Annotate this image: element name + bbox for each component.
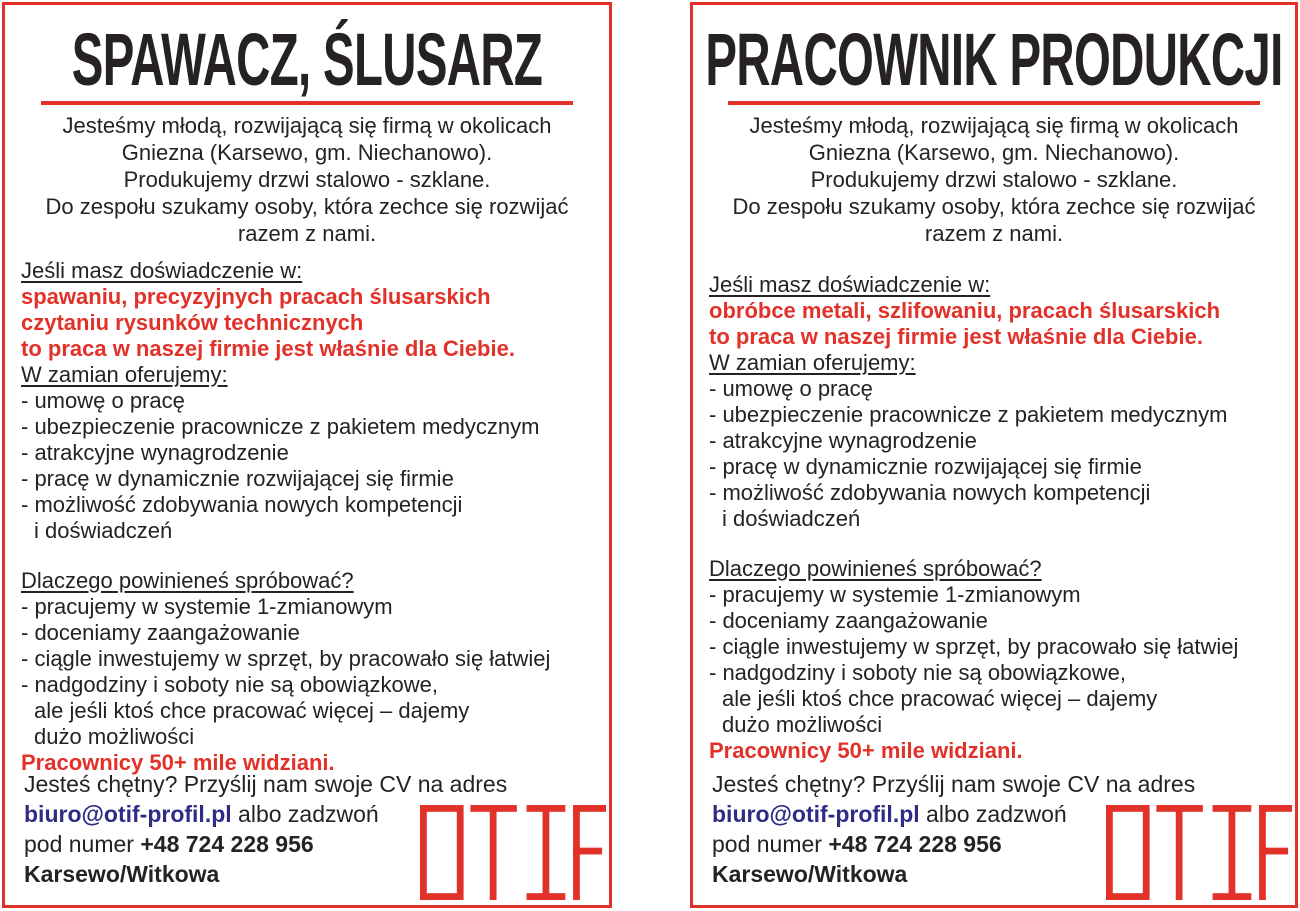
phone-number: +48 724 228 956 [828, 831, 1002, 857]
body-line: - pracujemy w systemie 1-zmianowym [709, 582, 1081, 607]
contact-intro: Jesteś chętny? Przyślij nam swoje CV na adres [712, 771, 1196, 797]
body-line: Jeśli masz doświadczenie w: [709, 272, 991, 297]
body-line: Jeśli masz doświadczenie w: [21, 258, 303, 283]
body-line: - atrakcyjne wynagrodzenie [21, 440, 289, 465]
body-line: Pracownicy 50+ mile widziani. [21, 750, 335, 775]
otif-logo [1106, 805, 1292, 900]
body-line: - doceniamy zaangażowanie [709, 608, 988, 633]
ad-body [21, 258, 609, 776]
body-line: i doświadczeń [34, 518, 173, 543]
body-line: czytaniu rysunków technicznych [21, 310, 364, 335]
contact-location: Karsewo/Witkowa [712, 861, 908, 887]
job-title-wrap [5, 18, 609, 101]
email-address: biuro@otif-profil.pl [712, 801, 920, 827]
title-underline-rule [41, 101, 573, 105]
body-line: - możliwość zdobywania nowych kompetencji [709, 480, 1151, 505]
intro-line: Do zespołu szukamy osoby, która zechce się rozwijać [732, 194, 1256, 219]
body-line: W zamian oferujemy: [709, 350, 916, 375]
intro-line: Jesteśmy młodą, rozwijającą się firmą w okolicach [62, 113, 552, 138]
intro-line: Gniezna (Karsewo, gm. Niechanowo). [121, 140, 493, 165]
body-line: - ubezpieczenie pracownicze z pakietem medycznym [21, 414, 540, 439]
intro-line: Jesteśmy młodą, rozwijającą się firmą w okolicach [749, 113, 1239, 138]
body-line: - atrakcyjne wynagrodzenie [709, 428, 977, 453]
intro-line: razem z nami. [924, 221, 1064, 246]
contact-after-email: albo zadzwoń [231, 801, 379, 827]
body-line: to praca w naszej firmie jest właśnie dla Ciebie. [709, 324, 1203, 349]
job-ad-panel-spawacz [2, 2, 612, 908]
body-line: W zamian oferujemy: [21, 362, 228, 387]
body-line: spawaniu, precyzyjnych pracach ślusarskich [21, 284, 491, 309]
body-line: i doświadczeń [722, 506, 861, 531]
body-line: ale jeśli ktoś chce pracować więcej – dajemy [34, 698, 470, 723]
body-line: dużo możliwości [34, 724, 195, 749]
intro-line: Gniezna (Karsewo, gm. Niechanowo). [808, 140, 1180, 165]
body-line: - pracujemy w systemie 1-zmianowym [21, 594, 393, 619]
body-line: - pracę w dynamicznie rozwijającej się firmie [21, 466, 454, 491]
contact-after-email: albo zadzwoń [919, 801, 1067, 827]
body-line: obróbce metali, szlifowaniu, pracach ślusarskich [709, 298, 1221, 323]
intro-line: Produkujemy drzwi stalowo - szklane. [123, 167, 491, 192]
phone-prefix: pod numer [712, 831, 829, 857]
body-line: ale jeśli ktoś chce pracować więcej – dajemy [722, 686, 1158, 711]
body-line: - umowę o pracę [21, 388, 185, 413]
body-line: - możliwość zdobywania nowych kompetencji [21, 492, 463, 517]
otif-logo [420, 805, 606, 900]
body-line: - ciągle inwestujemy w sprzęt, by pracowało się łatwiej [21, 646, 551, 671]
phone-number: +48 724 228 956 [140, 831, 314, 857]
job-title: SPAWACZ, ŚLUSARZ [71, 18, 543, 101]
job-title: PRACOWNIK PRODUKCJI [705, 18, 1283, 101]
body-line: Pracownicy 50+ mile widziani. [709, 738, 1023, 763]
body-line: Dlaczego powinieneś spróbować? [21, 568, 354, 593]
body-line: - nadgodziny i soboty nie są obowiązkowe, [21, 672, 439, 697]
body-line: Dlaczego powinieneś spróbować? [709, 556, 1042, 581]
body-line [21, 544, 609, 568]
body-line: - umowę o pracę [709, 376, 873, 401]
body-line: - pracę w dynamicznie rozwijającej się firmie [709, 454, 1142, 479]
body-line [709, 532, 1295, 556]
body-line: - nadgodziny i soboty nie są obowiązkowe, [709, 660, 1127, 685]
body-line: to praca w naszej firmie jest właśnie dla Ciebie. [21, 336, 515, 361]
body-line [709, 258, 1295, 272]
intro-line: Produkujemy drzwi stalowo - szklane. [810, 167, 1178, 192]
body-line: dużo możliwości [722, 712, 883, 737]
intro-line: Do zespołu szukamy osoby, która zechce się rozwijać [45, 194, 569, 219]
contact-intro: Jesteś chętny? Przyślij nam swoje CV na adres [24, 771, 508, 797]
title-underline-rule [728, 101, 1260, 105]
job-ad-panel-pracownik [690, 2, 1298, 908]
email-address: biuro@otif-profil.pl [24, 801, 232, 827]
job-title-wrap [693, 18, 1295, 101]
ad-body [709, 258, 1295, 764]
body-line: - ciągle inwestujemy w sprzęt, by pracowało się łatwiej [709, 634, 1239, 659]
intro-paragraph [5, 112, 609, 247]
contact-location: Karsewo/Witkowa [24, 861, 220, 887]
body-line: - doceniamy zaangażowanie [21, 620, 300, 645]
intro-line: razem z nami. [237, 221, 377, 246]
phone-prefix: pod numer [24, 831, 141, 857]
intro-paragraph [693, 112, 1295, 247]
body-line: - ubezpieczenie pracownicze z pakietem medycznym [709, 402, 1228, 427]
